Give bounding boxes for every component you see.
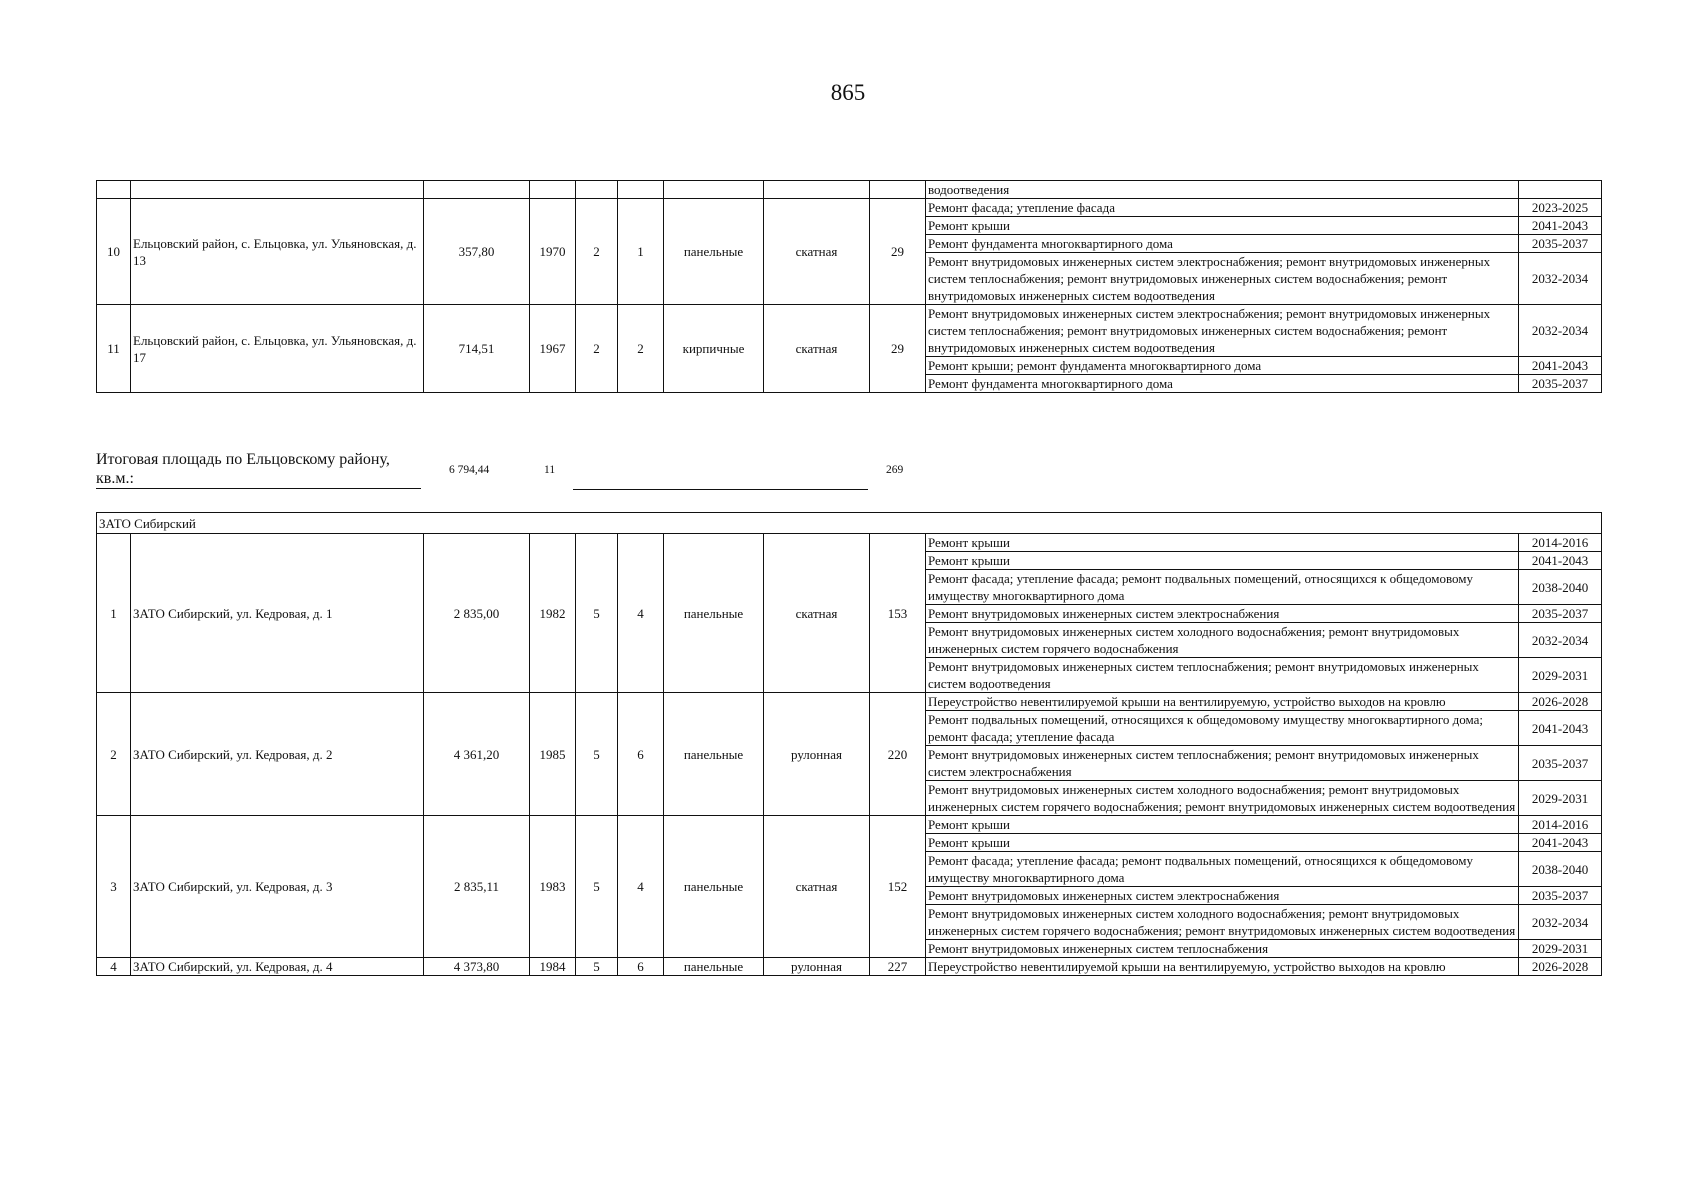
work-period: 2035-2037	[1519, 375, 1602, 393]
empty-cell	[131, 181, 424, 199]
work-period: 2029-2031	[1519, 940, 1602, 958]
entrances: 2	[618, 305, 664, 393]
wall-material: панельные	[664, 534, 764, 693]
address: ЗАТО Сибирский, ул. Кедровая, д. 1	[131, 534, 424, 693]
row-number: 10	[97, 199, 131, 305]
apartments: 220	[870, 693, 926, 816]
work-description: Ремонт подвальных помещений, относящихся к общедомовому имуществу многоквартирного дома; ремонт фасада; утепление фасада	[926, 711, 1519, 746]
yeltsovsky-table	[96, 180, 1602, 393]
district-totals	[96, 450, 1596, 494]
work-period: 2038-2040	[1519, 852, 1602, 887]
wall-material: панельные	[664, 816, 764, 958]
address: ЗАТО Сибирский, ул. Кедровая, д. 4	[131, 958, 424, 976]
work-description: Ремонт фасада; утепление фасада; ремонт подвальных помещений, относящихся к общедомовому имуществу многоквартирного дома	[926, 852, 1519, 887]
roof-type: скатная	[764, 305, 870, 393]
build-year: 1985	[530, 693, 576, 816]
floors: 2	[576, 199, 618, 305]
total-area: 4 361,20	[424, 693, 530, 816]
apartments: 152	[870, 816, 926, 958]
work-period: 2014-2016	[1519, 534, 1602, 552]
work-description: Ремонт фундамента многоквартирного дома	[926, 375, 1519, 393]
work-period: 2023-2025	[1519, 199, 1602, 217]
entrances: 6	[618, 958, 664, 976]
wall-material: панельные	[664, 693, 764, 816]
work-description: Ремонт внутридомовых инженерных систем теплоснабжения; ремонт внутридомовых инженерных систем электроснабжения	[926, 746, 1519, 781]
work-description: Ремонт внутридомовых инженерных систем холодного водоснабжения; ремонт внутридомовых инженерных систем горячего водоснабжения; ремонт внутридомовых инженерных систем водоотведения	[926, 905, 1519, 940]
build-year: 1983	[530, 816, 576, 958]
work-description: Ремонт фасада; утепление фасада	[926, 199, 1519, 217]
apartments: 29	[870, 305, 926, 393]
work-description: Переустройство невентилируемой крыши на вентилируемую, устройство выходов на кровлю	[926, 693, 1519, 711]
total-area: 4 373,80	[424, 958, 530, 976]
floors: 5	[576, 534, 618, 693]
work-period: 2032-2034	[1519, 905, 1602, 940]
work-description: Ремонт фундамента многоквартирного дома	[926, 235, 1519, 253]
work-period: 2041-2043	[1519, 217, 1602, 235]
work-description: Ремонт внутридомовых инженерных систем теплоснабжения; ремонт внутридомовых инженерных систем водоотведения	[926, 658, 1519, 693]
work-description: Ремонт внутридомовых инженерных систем электроснабжения; ремонт внутридомовых инженерных систем теплоснабжения; ремонт внутридомовых инженерных систем водоснабжения; ремонт внутридомовых инженерных систем водоотведения	[926, 305, 1519, 357]
entrances: 4	[618, 534, 664, 693]
work-description: Ремонт внутридомовых инженерных систем электроснабжения	[926, 605, 1519, 623]
work-description: Ремонт внутридомовых инженерных систем холодного водоснабжения; ремонт внутридомовых инженерных систем горячего водоснабжения; ремонт внутридомовых инженерных систем водоотведения	[926, 781, 1519, 816]
empty-cell	[530, 181, 576, 199]
empty-cell	[97, 181, 131, 199]
work-period: 2041-2043	[1519, 711, 1602, 746]
apartments: 29	[870, 199, 926, 305]
roof-type: скатная	[764, 199, 870, 305]
zato-table	[96, 512, 1602, 976]
build-year: 1984	[530, 958, 576, 976]
row-number: 2	[97, 693, 131, 816]
work-description: Ремонт крыши	[926, 834, 1519, 852]
work-period: 2026-2028	[1519, 958, 1602, 976]
totals-count: 11	[544, 464, 556, 476]
work-description: Ремонт внутридомовых инженерных систем холодного водоснабжения; ремонт внутридомовых инженерных систем горячего водоснабжения	[926, 623, 1519, 658]
work-period: 2035-2037	[1519, 235, 1602, 253]
total-area: 2 835,11	[424, 816, 530, 958]
wall-material: панельные	[664, 958, 764, 976]
empty-cell	[764, 181, 870, 199]
roof-type: рулонная	[764, 958, 870, 976]
empty-cell	[664, 181, 764, 199]
row-number: 4	[97, 958, 131, 976]
work-period: 2041-2043	[1519, 834, 1602, 852]
apartments: 227	[870, 958, 926, 976]
work-period: 2035-2037	[1519, 887, 1602, 905]
floors: 5	[576, 693, 618, 816]
build-year: 1970	[530, 199, 576, 305]
wall-material: панельные	[664, 199, 764, 305]
totals-underline	[573, 489, 868, 490]
entrances: 6	[618, 693, 664, 816]
work-description: Ремонт крыши	[926, 217, 1519, 235]
empty-cell	[1519, 181, 1602, 199]
table-row	[97, 305, 1602, 357]
address: Ельцовский район, с. Ельцовка, ул. Ульяновская, д. 17	[131, 305, 424, 393]
work-period: 2026-2028	[1519, 693, 1602, 711]
floors: 5	[576, 816, 618, 958]
entrances: 1	[618, 199, 664, 305]
roof-type: скатная	[764, 816, 870, 958]
address: ЗАТО Сибирский, ул. Кедровая, д. 3	[131, 816, 424, 958]
empty-cell	[576, 181, 618, 199]
total-area: 357,80	[424, 199, 530, 305]
row-number: 3	[97, 816, 131, 958]
table-row	[97, 693, 1602, 711]
work-description: Ремонт крыши	[926, 816, 1519, 834]
empty-cell	[618, 181, 664, 199]
floors: 5	[576, 958, 618, 976]
floors: 2	[576, 305, 618, 393]
table-row	[97, 534, 1602, 552]
page-number: 865	[830, 80, 866, 105]
work-period: 2032-2034	[1519, 253, 1602, 305]
work-period: 2035-2037	[1519, 746, 1602, 781]
work-description: водоотведения	[926, 181, 1519, 199]
total-area: 714,51	[424, 305, 530, 393]
total-area: 2 835,00	[424, 534, 530, 693]
empty-cell	[870, 181, 926, 199]
roof-type: рулонная	[764, 693, 870, 816]
work-description: Ремонт внутридомовых инженерных систем электроснабжения	[926, 887, 1519, 905]
table-row	[97, 199, 1602, 217]
roof-type: скатная	[764, 534, 870, 693]
totals-apartments: 269	[886, 464, 904, 476]
row-number: 11	[97, 305, 131, 393]
totals-area: 6 794,44	[449, 464, 490, 476]
totals-label: Итоговая площадь по Ельцовскому району, кв.м.:	[96, 450, 421, 489]
section-title: ЗАТО Сибирский	[97, 513, 1602, 534]
work-period: 2038-2040	[1519, 570, 1602, 605]
table-row	[97, 958, 1602, 976]
build-year: 1982	[530, 534, 576, 693]
build-year: 1967	[530, 305, 576, 393]
work-description: Переустройство невентилируемой крыши на вентилируемую, устройство выходов на кровлю	[926, 958, 1519, 976]
work-period: 2032-2034	[1519, 305, 1602, 357]
work-period: 2032-2034	[1519, 623, 1602, 658]
table-row	[97, 181, 1602, 199]
address: ЗАТО Сибирский, ул. Кедровая, д. 2	[131, 693, 424, 816]
address: Ельцовский район, с. Ельцовка, ул. Ульяновская, д. 13	[131, 199, 424, 305]
row-number: 1	[97, 534, 131, 693]
work-description: Ремонт внутридомовых инженерных систем теплоснабжения	[926, 940, 1519, 958]
work-description: Ремонт внутридомовых инженерных систем электроснабжения; ремонт внутридомовых инженерных систем теплоснабжения; ремонт внутридомовых инженерных систем водоснабжения; ремонт внутридомовых инженерных систем водоотведения	[926, 253, 1519, 305]
empty-cell	[424, 181, 530, 199]
work-period: 2014-2016	[1519, 816, 1602, 834]
work-period: 2041-2043	[1519, 357, 1602, 375]
work-period: 2029-2031	[1519, 658, 1602, 693]
apartments: 153	[870, 534, 926, 693]
table-row	[97, 816, 1602, 834]
work-description: Ремонт крыши; ремонт фундамента многоквартирного дома	[926, 357, 1519, 375]
work-description: Ремонт крыши	[926, 534, 1519, 552]
wall-material: кирпичные	[664, 305, 764, 393]
work-description: Ремонт фасада; утепление фасада; ремонт подвальных помещений, относящихся к общедомовому имуществу многоквартирного дома	[926, 570, 1519, 605]
work-period: 2029-2031	[1519, 781, 1602, 816]
entrances: 4	[618, 816, 664, 958]
work-period: 2035-2037	[1519, 605, 1602, 623]
work-description: Ремонт крыши	[926, 552, 1519, 570]
work-period: 2041-2043	[1519, 552, 1602, 570]
